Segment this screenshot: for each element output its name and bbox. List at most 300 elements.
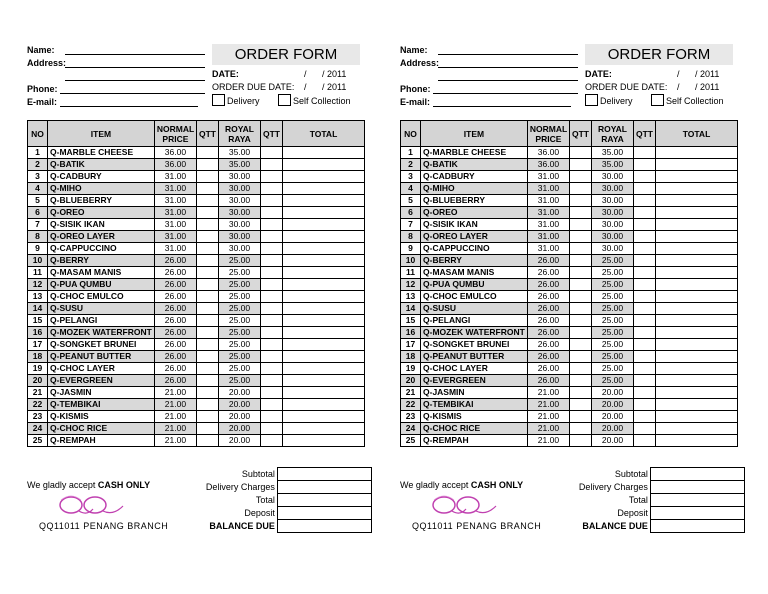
qtt-field-2[interactable] <box>634 255 656 267</box>
total-field[interactable] <box>656 339 738 351</box>
qtt-field[interactable] <box>197 327 219 339</box>
total-row <box>202 494 372 507</box>
qtt-field-2[interactable] <box>261 207 283 219</box>
item-name: Q-CHOC EMULCO <box>421 291 528 303</box>
table-row <box>28 423 365 435</box>
total-field[interactable] <box>656 183 738 195</box>
royal-raya-price: 25.00 <box>219 315 261 327</box>
normal-price: 26.00 <box>527 303 569 315</box>
delivery-charges-row <box>202 481 372 494</box>
qtt-field[interactable] <box>197 339 219 351</box>
address-row <box>27 57 207 70</box>
qtt-field-2[interactable] <box>261 231 283 243</box>
name-field[interactable] <box>438 54 578 55</box>
total-field[interactable] <box>283 243 365 255</box>
qtt-field[interactable] <box>197 387 219 399</box>
normal-price: 26.00 <box>154 351 196 363</box>
total-field[interactable] <box>656 423 738 435</box>
total-field[interactable] <box>656 231 738 243</box>
qtt-field-2[interactable] <box>634 363 656 375</box>
address-field[interactable] <box>438 67 578 68</box>
qtt-field[interactable] <box>570 387 592 399</box>
total-field[interactable] <box>656 195 738 207</box>
table-row <box>28 147 365 159</box>
subtotal-field[interactable] <box>277 468 371 481</box>
total-field[interactable] <box>283 279 365 291</box>
qtt-field[interactable] <box>570 351 592 363</box>
item-name: Q-PELANGI <box>48 315 155 327</box>
qtt-field-2[interactable] <box>261 375 283 387</box>
qtt-field[interactable] <box>570 375 592 387</box>
total-field[interactable] <box>283 399 365 411</box>
qtt-field[interactable] <box>197 303 219 315</box>
royal-raya-price: 20.00 <box>592 423 634 435</box>
item-name: Q-TEMBIKAI <box>48 399 155 411</box>
subtotal-label: Subtotal <box>241 469 275 479</box>
email-row <box>27 96 207 109</box>
qtt-field-2[interactable] <box>261 327 283 339</box>
total-field[interactable] <box>283 195 365 207</box>
total-field[interactable] <box>656 387 738 399</box>
table-row <box>28 375 365 387</box>
royal-raya-price: 30.00 <box>219 231 261 243</box>
total-field[interactable] <box>283 183 365 195</box>
form-title: ORDER FORM <box>585 44 733 65</box>
qtt-field-2[interactable] <box>261 171 283 183</box>
total-field[interactable] <box>283 375 365 387</box>
delivery-charges-field[interactable] <box>277 481 371 494</box>
normal-price: 26.00 <box>154 363 196 375</box>
qtt-field-2[interactable] <box>261 399 283 411</box>
royal-raya-price: 25.00 <box>592 291 634 303</box>
total-field[interactable] <box>283 255 365 267</box>
total-field[interactable] <box>277 494 371 507</box>
total-field[interactable] <box>283 171 365 183</box>
qtt-field-2[interactable] <box>634 195 656 207</box>
item-name: Q-SONGKET BRUNEI <box>421 339 528 351</box>
qtt-field-2[interactable] <box>634 147 656 159</box>
qtt-field[interactable] <box>197 147 219 159</box>
item-name: Q-BLUEBERRY <box>421 195 528 207</box>
qtt-field[interactable] <box>570 399 592 411</box>
normal-price: 21.00 <box>527 423 569 435</box>
qtt-field-2[interactable] <box>261 315 283 327</box>
total-field[interactable] <box>656 207 738 219</box>
qtt-field[interactable] <box>197 231 219 243</box>
table-row <box>401 339 738 351</box>
total-field[interactable] <box>656 363 738 375</box>
normal-price: 26.00 <box>527 267 569 279</box>
table-row <box>401 267 738 279</box>
table-row <box>401 303 738 315</box>
qtt-field[interactable] <box>570 339 592 351</box>
table-row <box>401 291 738 303</box>
total-field[interactable] <box>650 494 744 507</box>
royal-raya-price: 25.00 <box>219 291 261 303</box>
qtt-field[interactable] <box>197 255 219 267</box>
qtt-field[interactable] <box>570 411 592 423</box>
qtt-field[interactable] <box>570 279 592 291</box>
total-field[interactable] <box>283 339 365 351</box>
col-item: ITEM <box>48 121 155 147</box>
qtt-field-2[interactable] <box>634 291 656 303</box>
qtt-field-2[interactable] <box>634 159 656 171</box>
deposit-field[interactable] <box>650 507 744 520</box>
qtt-field-2[interactable] <box>634 423 656 435</box>
total-field[interactable] <box>656 399 738 411</box>
qtt-field[interactable] <box>570 183 592 195</box>
delivery-checkbox[interactable] <box>585 94 598 106</box>
total-field[interactable] <box>656 411 738 423</box>
item-name: Q-PUA QUMBU <box>48 279 155 291</box>
date-slash: / <box>304 69 307 79</box>
qtt-field-2[interactable] <box>634 279 656 291</box>
qtt-field[interactable] <box>197 411 219 423</box>
total-field[interactable] <box>656 315 738 327</box>
delivery-label: Delivery <box>227 96 260 106</box>
qtt-field[interactable] <box>197 435 219 447</box>
address-field-2[interactable] <box>438 80 578 81</box>
qtt-field[interactable] <box>197 207 219 219</box>
item-name: Q-MIHO <box>421 183 528 195</box>
item-no: 17 <box>28 339 48 351</box>
qtt-field-2[interactable] <box>634 303 656 315</box>
qtt-field[interactable] <box>197 315 219 327</box>
royal-raya-price: 20.00 <box>219 387 261 399</box>
normal-price: 26.00 <box>154 315 196 327</box>
royal-raya-price: 25.00 <box>592 351 634 363</box>
total-field[interactable] <box>656 147 738 159</box>
deposit-label: Deposit <box>617 508 648 518</box>
qtt-field-2[interactable] <box>634 351 656 363</box>
qtt-field-2[interactable] <box>261 219 283 231</box>
branch-name: QQ11011 PENANG BRANCH <box>412 521 542 531</box>
total-field[interactable] <box>283 363 365 375</box>
table-row <box>28 207 365 219</box>
qtt-field-2[interactable] <box>261 267 283 279</box>
qtt-field[interactable] <box>570 159 592 171</box>
order-details <box>212 68 372 107</box>
item-no: 10 <box>401 255 421 267</box>
col-item: ITEM <box>421 121 528 147</box>
qtt-field-2[interactable] <box>261 435 283 447</box>
balance-due-field[interactable] <box>277 520 371 533</box>
qtt-field-2[interactable] <box>261 351 283 363</box>
qtt-field[interactable] <box>197 399 219 411</box>
qtt-field-2[interactable] <box>634 411 656 423</box>
item-name: Q-MARBLE CHEESE <box>48 147 155 159</box>
normal-price: 26.00 <box>154 327 196 339</box>
item-no: 10 <box>28 255 48 267</box>
qtt-field-2[interactable] <box>261 411 283 423</box>
royal-raya-price: 25.00 <box>592 255 634 267</box>
item-no: 18 <box>28 351 48 363</box>
item-no: 24 <box>28 423 48 435</box>
qtt-field-2[interactable] <box>634 327 656 339</box>
item-name: Q-JASMIN <box>421 387 528 399</box>
name-field[interactable] <box>65 54 205 55</box>
qtt-field[interactable] <box>197 267 219 279</box>
qtt-field-2[interactable] <box>634 387 656 399</box>
normal-price: 21.00 <box>527 435 569 447</box>
delivery-checkbox[interactable] <box>212 94 225 106</box>
qtt-field[interactable] <box>197 363 219 375</box>
qtt-field-2[interactable] <box>634 339 656 351</box>
qtt-field[interactable] <box>570 219 592 231</box>
subtotal-field[interactable] <box>650 468 744 481</box>
qtt-field-2[interactable] <box>261 279 283 291</box>
qtt-field[interactable] <box>570 303 592 315</box>
item-no: 9 <box>28 243 48 255</box>
item-name: Q-MASAM MANIS <box>421 267 528 279</box>
table-row <box>401 363 738 375</box>
total-field[interactable] <box>283 267 365 279</box>
royal-raya-price: 25.00 <box>592 315 634 327</box>
qtt-field[interactable] <box>570 255 592 267</box>
payment-note <box>27 480 202 490</box>
qtt-field-2[interactable] <box>634 399 656 411</box>
self-collection-checkbox[interactable] <box>278 94 291 106</box>
total-field[interactable] <box>283 423 365 435</box>
table-row <box>28 411 365 423</box>
total-field[interactable] <box>656 279 738 291</box>
delivery-charges-field[interactable] <box>650 481 744 494</box>
total-field[interactable] <box>656 255 738 267</box>
qtt-field[interactable] <box>570 147 592 159</box>
col-qtt: QTT <box>197 121 219 147</box>
qtt-field[interactable] <box>570 243 592 255</box>
qtt-field[interactable] <box>570 435 592 447</box>
phone-label: Phone: <box>27 84 58 94</box>
table-row <box>28 171 365 183</box>
total-field[interactable] <box>283 315 365 327</box>
deposit-row <box>575 507 745 520</box>
item-no: 25 <box>401 435 421 447</box>
qtt-field-2[interactable] <box>634 171 656 183</box>
normal-price: 26.00 <box>527 375 569 387</box>
name-row <box>400 44 580 57</box>
total-field[interactable] <box>656 243 738 255</box>
item-no: 16 <box>401 327 421 339</box>
col-royal-raya: ROYAL RAYA <box>219 121 261 147</box>
item-no: 19 <box>401 363 421 375</box>
qtt-field[interactable] <box>197 351 219 363</box>
total-field[interactable] <box>283 327 365 339</box>
table-row <box>401 435 738 447</box>
item-name: Q-SONGKET BRUNEI <box>48 339 155 351</box>
normal-price: 21.00 <box>527 411 569 423</box>
total-field[interactable] <box>656 435 738 447</box>
royal-raya-price: 20.00 <box>592 399 634 411</box>
qtt-field-2[interactable] <box>634 231 656 243</box>
item-no: 23 <box>28 411 48 423</box>
item-no: 12 <box>28 279 48 291</box>
qtt-field[interactable] <box>197 243 219 255</box>
totals-table <box>202 467 372 533</box>
qtt-field[interactable] <box>197 195 219 207</box>
qtt-field[interactable] <box>570 171 592 183</box>
qtt-field-2[interactable] <box>261 387 283 399</box>
totals-table <box>575 467 745 533</box>
total-field[interactable] <box>283 207 365 219</box>
total-label: Total <box>255 495 275 505</box>
normal-price: 21.00 <box>154 399 196 411</box>
due-date-slash: / <box>677 82 680 92</box>
qtt-field[interactable] <box>570 267 592 279</box>
item-no: 9 <box>401 243 421 255</box>
total-field[interactable] <box>283 435 365 447</box>
total-field[interactable] <box>656 303 738 315</box>
deposit-field[interactable] <box>277 507 371 520</box>
balance-due-field[interactable] <box>650 520 744 533</box>
qtt-field-2[interactable] <box>261 339 283 351</box>
royal-raya-price: 25.00 <box>592 303 634 315</box>
qtt-field-2[interactable] <box>634 243 656 255</box>
total-field[interactable] <box>656 291 738 303</box>
normal-price: 31.00 <box>154 183 196 195</box>
col-qtt: QTT <box>570 121 592 147</box>
table-row <box>401 171 738 183</box>
total-field[interactable] <box>656 375 738 387</box>
qtt-field-2[interactable] <box>634 219 656 231</box>
qtt-field[interactable] <box>197 279 219 291</box>
qtt-field[interactable] <box>197 291 219 303</box>
qtt-field-2[interactable] <box>634 267 656 279</box>
table-row <box>28 315 365 327</box>
table-row <box>28 267 365 279</box>
royal-raya-price: 35.00 <box>592 159 634 171</box>
qtt-field-2[interactable] <box>261 255 283 267</box>
total-field[interactable] <box>656 219 738 231</box>
date-row <box>585 68 745 81</box>
qtt-field-2[interactable] <box>261 159 283 171</box>
item-name: Q-KISMIS <box>48 411 155 423</box>
royal-raya-price: 25.00 <box>219 339 261 351</box>
table-row <box>401 375 738 387</box>
item-no: 13 <box>401 291 421 303</box>
delivery-charges-label: Delivery Charges <box>205 482 275 492</box>
total-label: Total <box>628 495 648 505</box>
item-no: 18 <box>401 351 421 363</box>
total-field[interactable] <box>283 351 365 363</box>
royal-raya-price: 30.00 <box>219 219 261 231</box>
qtt-field-2[interactable] <box>261 303 283 315</box>
total-field[interactable] <box>283 147 365 159</box>
item-name: Q-PUA QUMBU <box>421 279 528 291</box>
qtt-field-2[interactable] <box>634 183 656 195</box>
email-field[interactable] <box>433 106 571 107</box>
total-field[interactable] <box>283 231 365 243</box>
item-name: Q-SISIK IKAN <box>421 219 528 231</box>
qtt-field[interactable] <box>570 207 592 219</box>
phone-field[interactable] <box>60 93 205 94</box>
total-field[interactable] <box>283 387 365 399</box>
qtt-field[interactable] <box>197 219 219 231</box>
item-no: 1 <box>401 147 421 159</box>
qtt-field-2[interactable] <box>634 375 656 387</box>
qtt-field-2[interactable] <box>261 183 283 195</box>
item-name: Q-CHOC LAYER <box>48 363 155 375</box>
royal-raya-price: 25.00 <box>219 375 261 387</box>
qtt-field[interactable] <box>570 327 592 339</box>
qtt-field[interactable] <box>197 159 219 171</box>
qtt-field-2[interactable] <box>261 291 283 303</box>
table-row <box>28 363 365 375</box>
qtt-field-2[interactable] <box>634 435 656 447</box>
normal-price: 26.00 <box>527 339 569 351</box>
self-collection-checkbox[interactable] <box>651 94 664 106</box>
qtt-field[interactable] <box>570 315 592 327</box>
total-field[interactable] <box>656 267 738 279</box>
qtt-field[interactable] <box>570 363 592 375</box>
normal-price: 36.00 <box>154 147 196 159</box>
total-field[interactable] <box>656 159 738 171</box>
subtotal-label: Subtotal <box>614 469 648 479</box>
royal-raya-price: 30.00 <box>592 171 634 183</box>
qtt-field[interactable] <box>570 423 592 435</box>
total-field[interactable] <box>656 327 738 339</box>
name-row <box>27 44 207 57</box>
royal-raya-price: 25.00 <box>219 267 261 279</box>
item-name: Q-CAPPUCCINO <box>421 243 528 255</box>
col-qtt-2: QTT <box>261 121 283 147</box>
qtt-field[interactable] <box>570 291 592 303</box>
item-name: Q-TEMBIKAI <box>421 399 528 411</box>
normal-price: 31.00 <box>154 231 196 243</box>
qtt-field-2[interactable] <box>261 147 283 159</box>
delivery-charges-row <box>575 481 745 494</box>
normal-price: 26.00 <box>527 291 569 303</box>
normal-price: 26.00 <box>154 255 196 267</box>
address-field[interactable] <box>65 67 205 68</box>
total-field[interactable] <box>283 219 365 231</box>
qtt-field[interactable] <box>197 423 219 435</box>
address-field-2[interactable] <box>65 80 205 81</box>
qtt-field-2[interactable] <box>634 207 656 219</box>
total-field[interactable] <box>283 291 365 303</box>
total-field[interactable] <box>283 159 365 171</box>
qtt-field-2[interactable] <box>261 363 283 375</box>
qtt-field-2[interactable] <box>261 423 283 435</box>
normal-price: 26.00 <box>527 363 569 375</box>
qtt-field[interactable] <box>570 231 592 243</box>
total-field[interactable] <box>283 411 365 423</box>
qtt-field-2[interactable] <box>261 243 283 255</box>
total-field[interactable] <box>656 351 738 363</box>
normal-price: 21.00 <box>154 411 196 423</box>
royal-raya-price: 25.00 <box>592 363 634 375</box>
royal-raya-price: 25.00 <box>219 327 261 339</box>
qtt-field[interactable] <box>570 195 592 207</box>
form-title: ORDER FORM <box>212 44 360 65</box>
table-row <box>401 219 738 231</box>
royal-raya-price: 20.00 <box>592 435 634 447</box>
qtt-field[interactable] <box>197 375 219 387</box>
phone-field[interactable] <box>433 93 578 94</box>
total-field[interactable] <box>656 171 738 183</box>
qtt-field[interactable] <box>197 171 219 183</box>
royal-raya-price: 25.00 <box>219 363 261 375</box>
qtt-field-2[interactable] <box>261 195 283 207</box>
table-row <box>28 435 365 447</box>
date-label: DATE: <box>585 69 612 79</box>
email-field[interactable] <box>60 106 198 107</box>
total-field[interactable] <box>283 303 365 315</box>
customer-details <box>27 44 207 109</box>
qtt-field-2[interactable] <box>634 315 656 327</box>
item-name: Q-OREO <box>48 207 155 219</box>
qtt-field[interactable] <box>197 183 219 195</box>
